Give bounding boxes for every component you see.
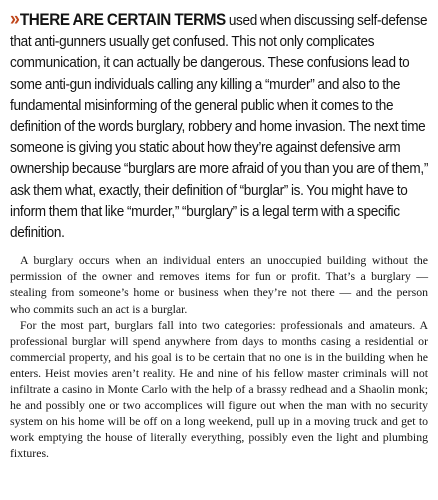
lede-paragraph xyxy=(10,9,430,244)
body-paragraph: A burglary occurs when an individual enters an unoccupied building without the permission of the owner and removes items for fun or profit. That’s a burglary —stealing from someone’s home or business when they’re not there — and the person who commits such an act is a burglar. xyxy=(10,253,428,316)
section-marker: » xyxy=(10,9,18,30)
lede-lead-in: THERE ARE CERTAIN TERMS xyxy=(19,11,226,29)
article-body xyxy=(10,252,432,461)
body-paragraph: For the most part, burglars fall into two categories: professionals and amateurs. A professional burglar will spend anywhere from days to months casing a residential or commercial property, and his goal is to be certain that no one is in the building when he enters. Heist movies aren’t reality. He and nine of his fellow master criminals will not infiltrate a casino in Monte Carlo with the help of a brassy redhead and a Shaolin monk; he and possibly one or two accomplices will figure out when the man with no security system on his home will be off on a long weekend, pull up in a moving truck and get to work emptying the house of literally everything, possibly even the light and plumbing fixtures. xyxy=(10,317,428,461)
lede-text: used when discussing self-defense that anti-gunners usually get confused. This not only complicates communication, it can actually be dangerous. These confusions lead to some anti-gun individuals calling any killing a “murder” and also to the fundamental misinforming of the general public when it comes to the definition of the words burglary, robbery and home invasion. The next time someone is giving you static about how they’re against defensive arm ownership because “burglars are more afraid of you than you are of them,” ask them what, exactly, their definition of “burglar” is. You might have to inform them that like “murder,” “burglary” is a legal term with a specific definition. xyxy=(10,13,429,242)
